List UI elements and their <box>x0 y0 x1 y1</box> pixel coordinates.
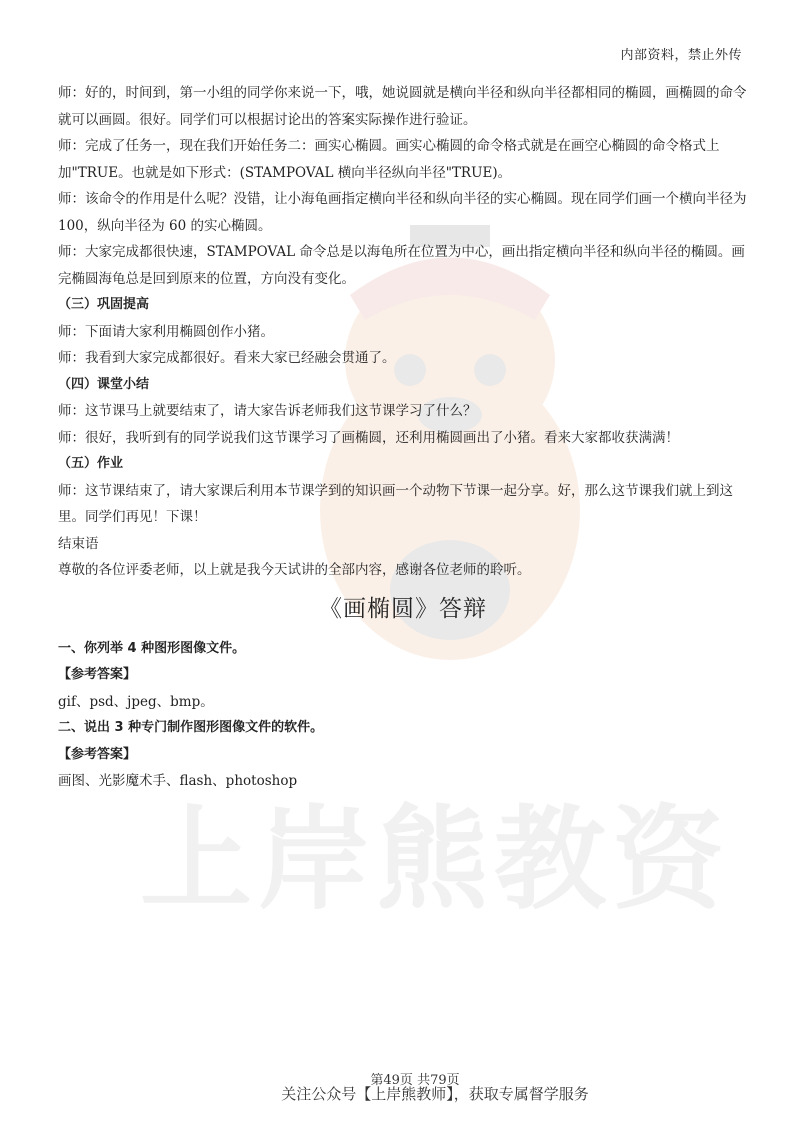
paragraph: 师：好的，时间到，第一小组的同学你来说一下，哦，她说圆就是横向半径和纵向半径都相同的椭圆，画椭圆的命令就可以画圆。很好。同学们可以根据讨论出的答案实际操作进行验证。 <box>58 85 747 128</box>
defense-question: 二、说出 3 种专门制作图形图像文件的软件。 <box>58 720 324 735</box>
paragraph: 师：完成了任务一，现在我们开始任务二：画实心椭圆。画实心椭圆的命令格式就是在画空心椭圆的命令格式上加"TRUE。也就是如下形式：(STAMPOVAL 横向半径纵向半径"TRUE)。 <box>58 138 720 181</box>
defense-answer: 画图、光影魔术手、flash、photoshop <box>58 773 298 789</box>
defense-question: 一、你列举 4 种图形图像文件。 <box>58 640 246 656</box>
defense-title: 《画椭圆》答辩 <box>319 595 487 622</box>
section-heading: （三）巩固提高 <box>58 297 150 312</box>
header-confidential-note: 内部资料，禁止外传 <box>620 48 742 63</box>
page-number: 第49页 共79页 <box>370 1073 460 1088</box>
answer-label: 【参考答案】 <box>58 746 137 762</box>
brand-watermark-text: 上岸熊教资 <box>140 795 730 925</box>
paragraph: 师：下面请大家利用椭圆创作小猪。 <box>58 323 274 340</box>
paragraph: 师：该命令的作用是什么呢？没错，让小海龟画指定横向半径和纵向半径的实心椭圆。现在同学们画一个横向半径为 100，纵向半径为 60 的实心椭圆。 <box>58 191 747 234</box>
footer-promo: 关注公众号【上岸熊教师】，获取专属督学服务 <box>281 1085 589 1103</box>
paragraph: 师：大家完成都很快速，STAMPOVAL 命令总是以海龟所在位置为中心，画出指定横向半径和纵向半径的椭圆。画完椭圆海龟总是回到原来的位置，方向没有变化。 <box>58 244 745 287</box>
section-heading: （五）作业 <box>58 456 124 471</box>
section-heading: （四）课堂小结 <box>58 376 150 392</box>
closing-label: 结束语 <box>58 535 99 552</box>
document-body <box>58 80 748 795</box>
defense-answer: gif、psd、jpeg、bmp。 <box>58 693 214 710</box>
paragraph: 师：这节课结束了，请大家课后利用本节课学到的知识画一个动物下节课一起分享。好，那么这节课我们就上到这里。同学们再见！下课！ <box>58 482 733 525</box>
paragraph: 师：很好，我听到有的同学说我们这节课学习了画椭圆，还利用椭圆画出了小猪。看来大家都收获满满！ <box>58 429 679 446</box>
answer-label: 【参考答案】 <box>58 667 137 682</box>
paragraph: 师：我看到大家完成都很好。看来大家已经融会贯通了。 <box>58 350 396 366</box>
paragraph: 师：这节课马上就要结束了，请大家告诉老师我们这节课学习了什么？ <box>58 403 477 419</box>
closing-text: 尊敬的各位评委老师，以上就是我今天试讲的全部内容，感谢各位老师的聆听。 <box>58 562 531 578</box>
